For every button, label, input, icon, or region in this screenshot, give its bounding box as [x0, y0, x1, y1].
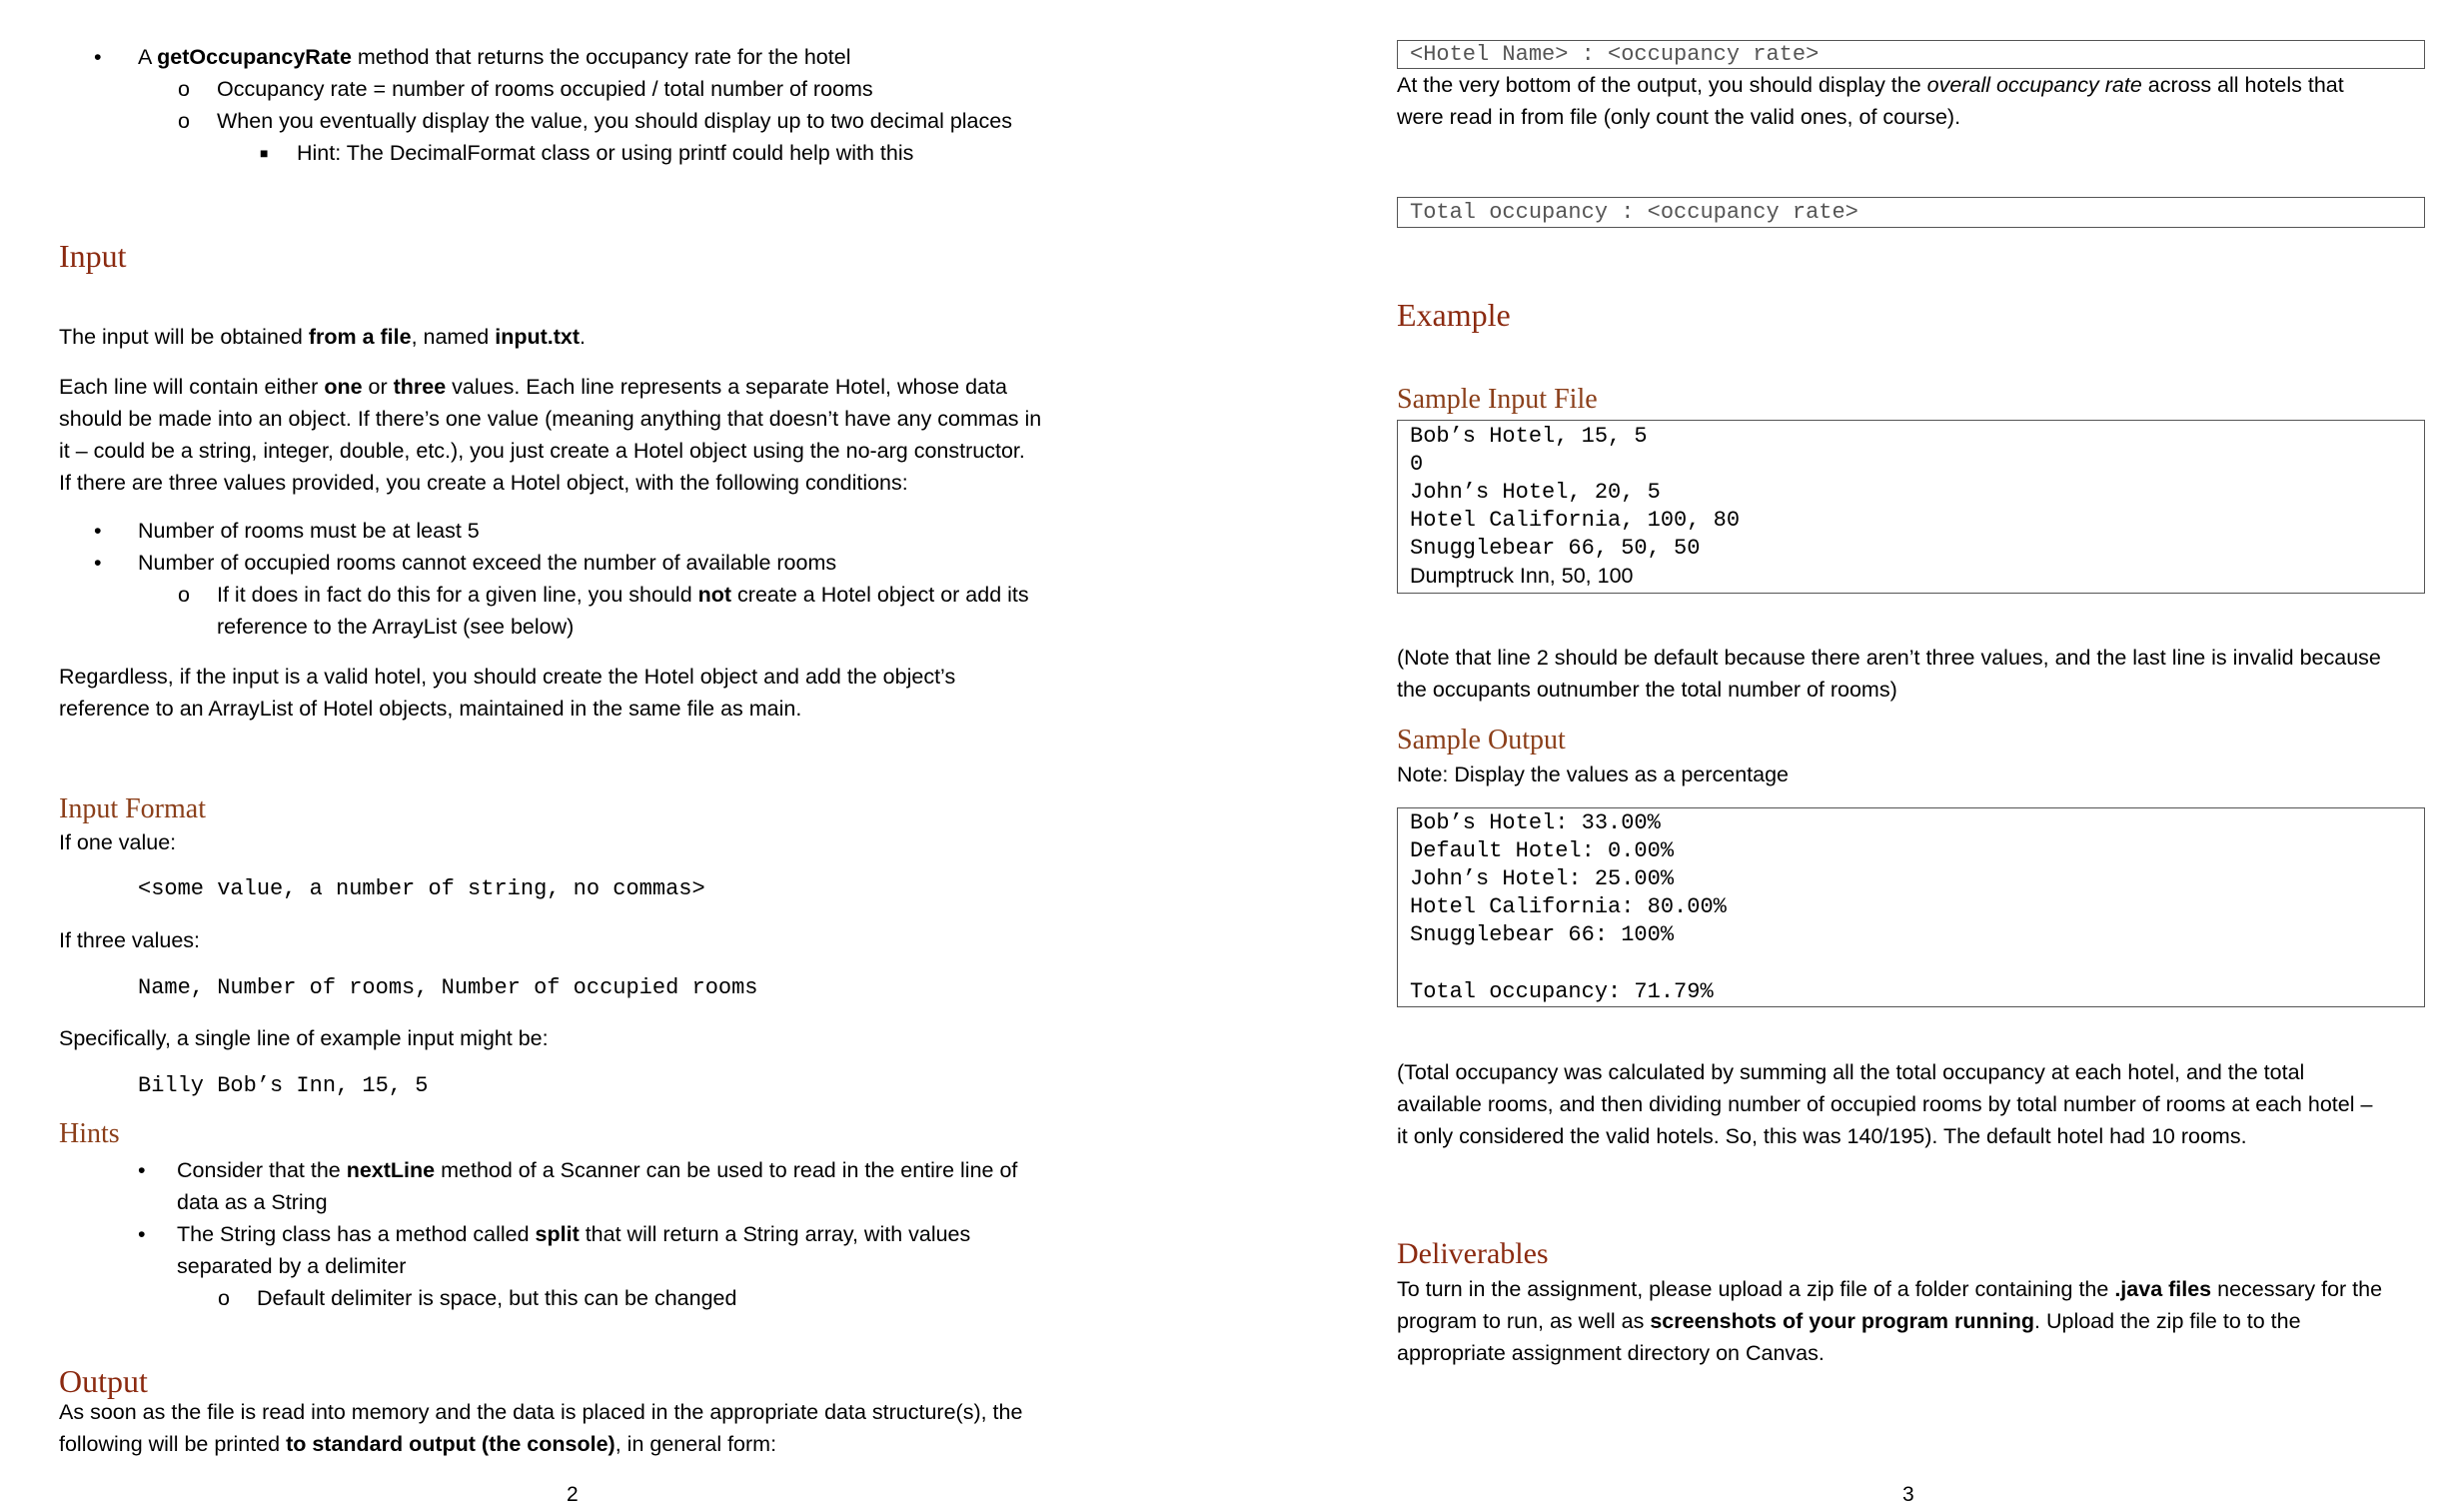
sample-input-line: John’s Hotel, 20, 5 [1410, 480, 1661, 505]
page-number: 2 [567, 1483, 579, 1506]
sample-input-line: Hotel California, 100, 80 [1410, 508, 1741, 533]
input-paragraph: Each line will contain either one or three values. Each line represents a separate Hotel, whose data should be made into an object. If there’s one value (meaning anything that doesn’t have any commas in it – could be a string, integer, double, etc.), you just create a Hotel object using the no-arg constructor. If there are three values provided, you create a Hotel object, with the following conditions: [59, 375, 1042, 495]
format-box: <Hotel Name> : <occupancy rate> [1397, 40, 2425, 69]
if-three-values: If three values: [59, 928, 201, 952]
regardless-paragraph: Regardless, if the input is a valid hotel, you should create the Hotel object and add the object’s reference to an ArrayList of Hotel objects, maintained in the same file as main. [59, 665, 956, 721]
output-paragraph: As soon as the file is read into memory and the data is placed in the appropriate data structure(s), the following will be printed to standard output (the console), in general form: [59, 1400, 1023, 1456]
decimal-places-note: When you eventually display the value, you should display up to two decimal places [217, 109, 1012, 133]
occupancy-formula: Occupancy rate = number of rooms occupied / total number of rooms [217, 77, 873, 101]
overall-rate-paragraph: At the very bottom of the output, you should display the overall occupancy rate across all hotels that were read in from file (only count the valid ones, of course). [1397, 73, 2344, 129]
sample-output-line: Bob’s Hotel: 33.00% [1410, 810, 1661, 835]
example-input-line: Billy Bob’s Inn, 15, 5 [138, 1073, 429, 1098]
hint-delimiter: Default delimiter is space, but this can be changed [257, 1286, 737, 1310]
deliverables-heading: Deliverables [1397, 1237, 1549, 1270]
output-heading: Output [59, 1363, 148, 1399]
sample-output-line: John’s Hotel: 25.00% [1410, 866, 1675, 891]
one-value-format: <some value, a number of string, no commas> [138, 876, 705, 901]
sample-input-last-line: Dumptruck Inn, 50, 100 [1410, 564, 1634, 588]
note-paragraph: (Note that line 2 should be default because there aren’t three values, and the last line is invalid because the occupants outnumber the total number of rooms) [1397, 646, 2381, 702]
specifically-line: Specifically, a single line of example input might be: [59, 1026, 549, 1050]
sample-output-heading: Sample Output [1397, 725, 1566, 756]
page-3 [1339, 0, 2464, 1512]
sample-output-line: Default Hotel: 0.00% [1410, 838, 1675, 863]
sample-input-box [1397, 420, 2425, 594]
hint-split: The String class has a method called split that will return a String array, with values separated by a delimiter [177, 1222, 971, 1278]
sample-output-note: Note: Display the values as a percentage [1397, 762, 1790, 786]
total-note-paragraph: (Total occupancy was calculated by summing all the total occupancy at each hotel, and the total available rooms, and then dividing number of occupied rooms by total number of rooms at each hotel – it only considered the valid hotels. So, this was 140/195). The default hotel had 10 rooms. [1397, 1060, 2373, 1148]
sample-output-line: Hotel California: 80.00% [1410, 894, 1727, 919]
page-2: • A getOccupancyRate method that returns the occupancy rate for the hotel o Occupancy rate = number of rooms occupied / total number of rooms o When you eventually display the value, you should display up to two decimal places ■ Hint: The DecimalFormat class or using printf could help with this Input The input will be obtained from a file, named input.txt. Each line will contain either one or three values. Each line represents a separate Hotel, whose data should be made into an object. If there’s one value (meaning anything that doesn’t have any commas in it – could be a string, integer, double, etc.), you just create a Hotel object using the no-arg constructor. If there are three values provided, you create a Hotel object, with the following conditions: • Number of rooms must be at least 5 • Number of occupied rooms cannot exceed the number of available rooms o If it does in fact do this for a given line, you should not create a Hotel object or add its reference to the ArrayList (see below) Regardless, if the input is a valid hotel, you should create the Hotel object and add the object’s reference to an ArrayList of Hotel objects, maintained in the same file as main. Input Format If one value: <some value, a number of string, no commas> If three values: Name, Number of rooms, Number of occupied rooms Specifically, a single line of example input might be: Billy Bob’s Inn, 15, 5 Hints • Consider that the nextLine method of a Scanner can be used to read in the entire line of data as a String • The String class has a method called split that will return a String array, with values separated by a delimiter o Default delimiter is space, but this can be changed Output As soon as the file is read into memory and the data is placed in the appropriate data structure(s), the following will be printed to standard output (the console), in general form: 2 [0, 0, 1159, 1512]
if-one-value: If one value: [59, 830, 177, 854]
input-file-line: The input will be obtained from a file, named input.txt. [59, 325, 587, 349]
bullet-marker: • [94, 45, 102, 69]
sample-input-line: Snugglebear 66, 50, 50 [1410, 536, 1701, 561]
three-value-format: Name, Number of rooms, Number of occupied rooms [138, 975, 758, 1000]
condition-min-rooms: Number of rooms must be at least 5 [138, 519, 480, 543]
deliverables-paragraph: To turn in the assignment, please upload a zip file of a folder containing the .java files necessary for the program to run, as well as screenshots of your program running. Upload the zip file to to the appropriate assignment directory on Canvas. [1397, 1277, 2383, 1365]
sample-input-heading: Sample Input File [1397, 384, 1598, 415]
sample-input-line: 0 [1410, 452, 1424, 477]
input-heading: Input [59, 238, 127, 274]
condition-occupied: Number of occupied rooms cannot exceed the number of available rooms [138, 551, 837, 575]
page-number: 3 [1902, 1483, 1914, 1506]
sample-output-box [1397, 807, 2425, 1007]
total-format-box: Total occupancy : <occupancy rate> [1397, 197, 2425, 228]
example-heading: Example [1397, 297, 1511, 333]
sample-output-line: Snugglebear 66: 100% [1410, 922, 1675, 947]
sample-input-line: Bob’s Hotel, 15, 5 [1410, 424, 1648, 449]
hints-heading: Hints [59, 1118, 120, 1149]
sample-output-total: Total occupancy: 71.79% [1410, 979, 1714, 1004]
condition-invalid-note: If it does in fact do this for a given line, you should not create a Hotel object or add its reference to the ArrayList (see below) [217, 583, 1029, 639]
get-occupancy-bullet: A getOccupancyRate method that returns the occupancy rate for the hotel [138, 45, 851, 69]
hint-nextline: Consider that the nextLine method of a Scanner can be used to read in the entire line of data as a String [177, 1158, 1018, 1214]
decimal-format-hint: Hint: The DecimalFormat class or using printf could help with this [297, 141, 914, 165]
input-format-heading: Input Format [59, 793, 206, 824]
